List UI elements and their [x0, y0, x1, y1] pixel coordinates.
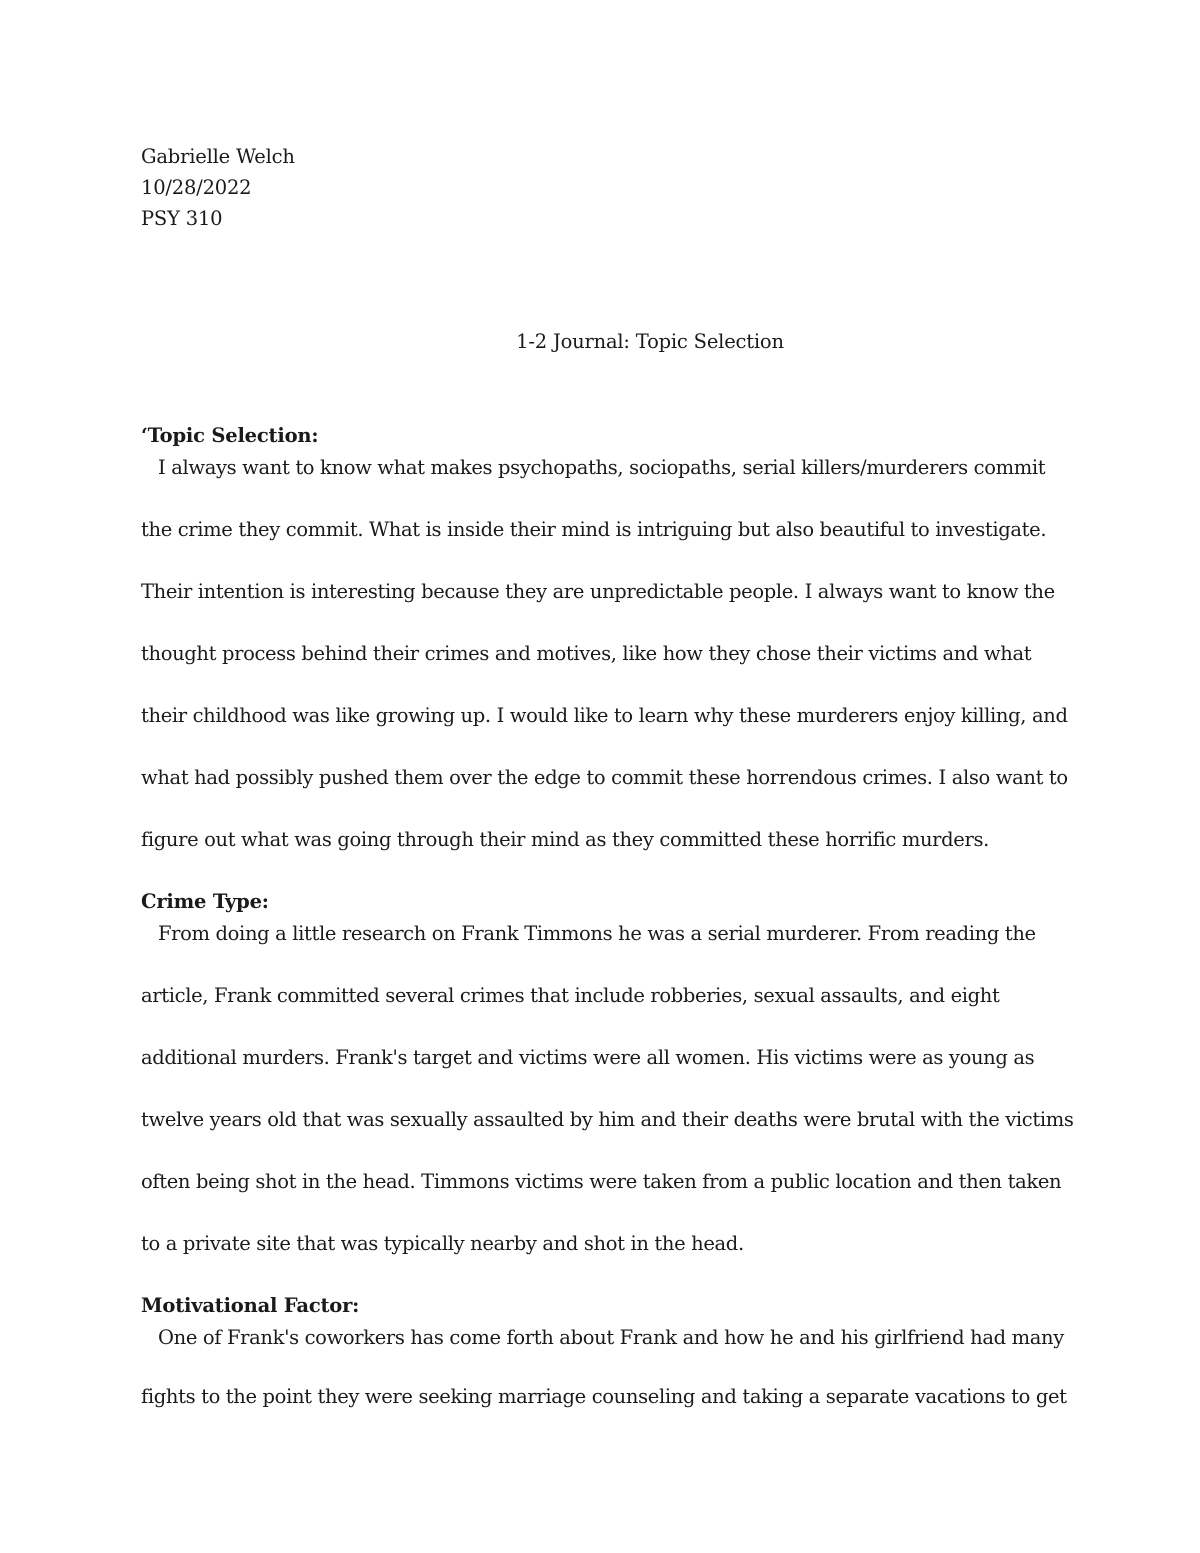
paragraph-line: what had possibly pushed them over the edge to commit these horrendous crimes. I also want to: [141, 766, 1068, 789]
paragraph-line: From doing a little research on Frank Timmons he was a serial murderer. From reading the: [158, 922, 1036, 945]
document-title: 1-2 Journal: Topic Selection: [516, 330, 784, 353]
paragraph-line: the crime they commit. What is inside their mind is intriguing but also beautiful to investigate.: [141, 518, 1047, 541]
document-date: 10/28/2022: [141, 176, 252, 199]
section-heading-crime-type: Crime Type:: [141, 890, 269, 913]
paragraph-line: thought process behind their crimes and motives, like how they chose their victims and what: [141, 642, 1032, 665]
paragraph-line: fights to the point they were seeking marriage counseling and taking a separate vacations to get: [141, 1385, 1067, 1408]
paragraph-line: twelve years old that was sexually assaulted by him and their deaths were brutal with the victims: [141, 1108, 1074, 1131]
course-code: PSY 310: [141, 207, 223, 230]
paragraph-line: often being shot in the head. Timmons victims were taken from a public location and then taken: [141, 1170, 1062, 1193]
paragraph-line: to a private site that was typically nearby and shot in the head.: [141, 1232, 744, 1255]
section-heading-motivational-factor: Motivational Factor:: [141, 1294, 360, 1317]
paragraph-line: article, Frank committed several crimes that include robberies, sexual assaults, and eight: [141, 984, 1000, 1007]
paragraph-line: One of Frank's coworkers has come forth about Frank and how he and his girlfriend had many: [158, 1326, 1064, 1349]
paragraph-line: their childhood was like growing up. I would like to learn why these murderers enjoy killing, and: [141, 704, 1068, 727]
paragraph-line: I always want to know what makes psychopaths, sociopaths, serial killers/murderers commit: [158, 456, 1046, 479]
author-name: Gabrielle Welch: [141, 145, 295, 168]
paragraph-line: figure out what was going through their mind as they committed these horrific murders.: [141, 828, 989, 851]
section-heading-topic-selection: ‘Topic Selection:: [141, 424, 319, 447]
paragraph-line: Their intention is interesting because they are unpredictable people. I always want to know the: [141, 580, 1055, 603]
paragraph-line: additional murders. Frank's target and victims were all women. His victims were as young as: [141, 1046, 1035, 1069]
